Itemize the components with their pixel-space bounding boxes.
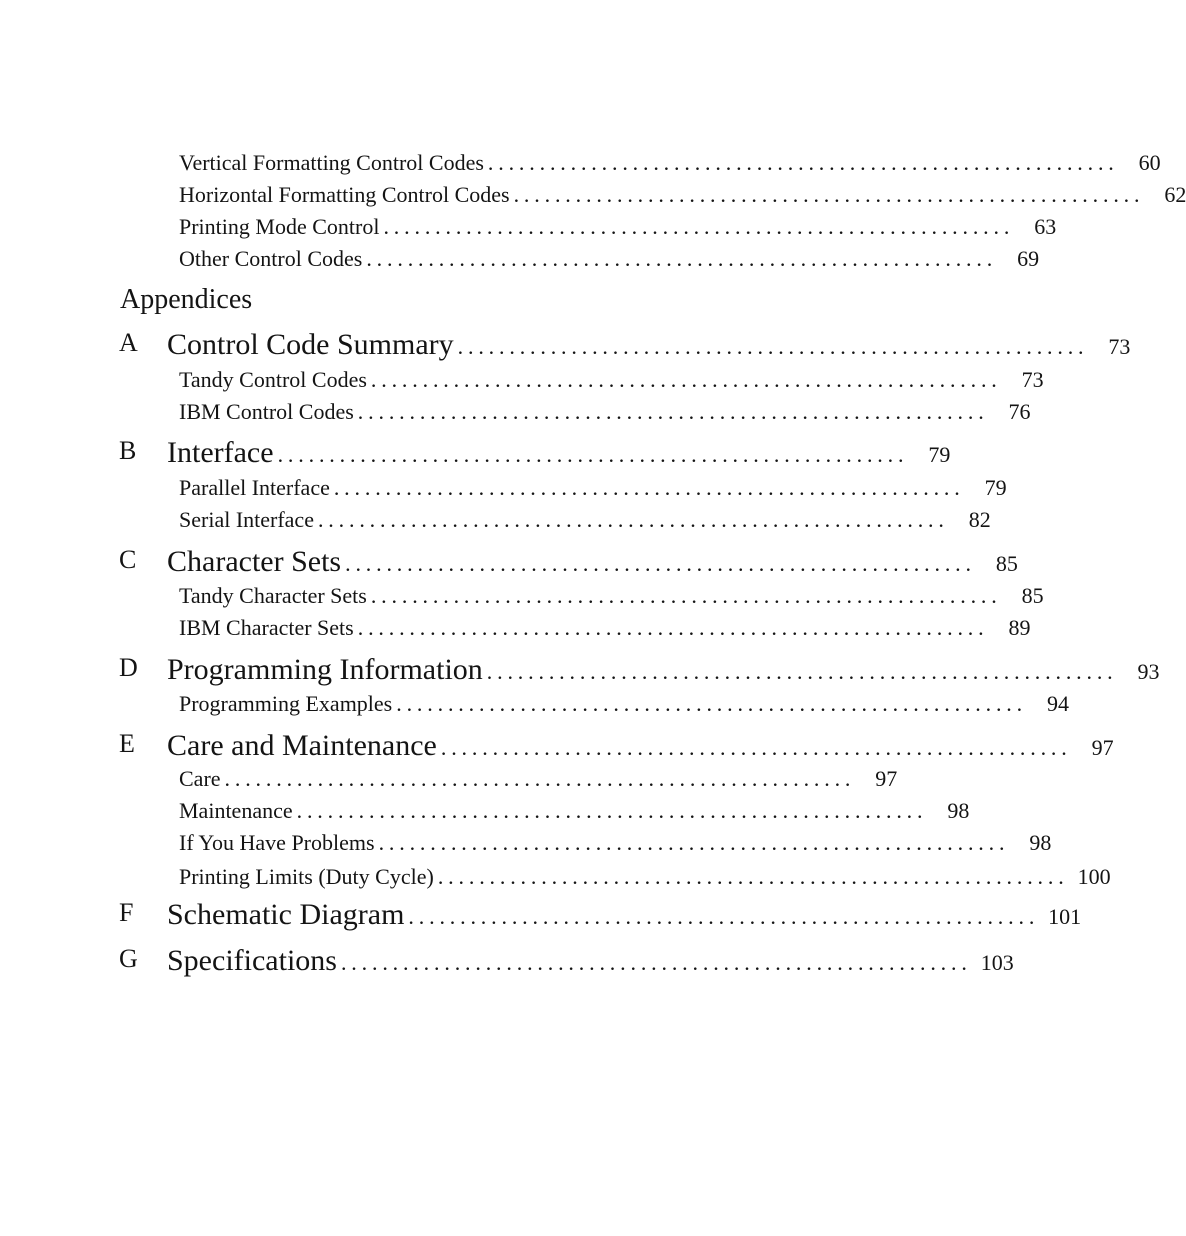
toc-entry bbox=[179, 150, 1161, 176]
dot-leader: ............................................................. bbox=[513, 182, 1145, 207]
appendix-letter: D bbox=[119, 653, 138, 682]
dot-leader: ............................................................. bbox=[396, 691, 1027, 716]
toc-entry-title: Maintenance bbox=[179, 798, 293, 823]
toc-entry-page: 100 bbox=[1077, 864, 1111, 889]
toc-entry bbox=[179, 182, 1186, 208]
toc-entry bbox=[179, 214, 1057, 240]
toc-entry bbox=[179, 798, 970, 824]
toc-entry-title: Other Control Codes bbox=[179, 246, 363, 271]
dot-leader: ............................................................. bbox=[340, 950, 972, 975]
toc-entry-title: Parallel Interface bbox=[179, 475, 330, 500]
toc-entry bbox=[179, 830, 1052, 856]
dot-leader: ............................................................. bbox=[224, 766, 856, 791]
appendices-heading: Appendices bbox=[120, 284, 253, 315]
toc-entry bbox=[179, 507, 991, 533]
toc-entry-page: 76 bbox=[1008, 399, 1031, 424]
appendix-entry-g bbox=[119, 944, 1014, 978]
toc-entry bbox=[179, 583, 1044, 609]
appendix-letter: A bbox=[119, 328, 138, 357]
appendix-letter: F bbox=[119, 898, 134, 927]
toc-entry-title: Specifications bbox=[167, 944, 337, 977]
dot-leader: ............................................................. bbox=[277, 442, 909, 467]
dot-leader: ............................................................. bbox=[357, 615, 989, 640]
dot-leader: ............................................................. bbox=[357, 399, 989, 424]
toc-entry-title: IBM Control Codes bbox=[179, 399, 354, 424]
toc-entry-title: Horizontal Formatting Control Codes bbox=[179, 182, 510, 207]
dot-leader: ............................................................. bbox=[366, 246, 998, 271]
toc-entry-page: 69 bbox=[1017, 246, 1040, 271]
dot-leader: ............................................................. bbox=[408, 904, 1040, 929]
toc-entry-page: 97 bbox=[875, 766, 898, 791]
toc-entry-page: 97 bbox=[1091, 735, 1114, 760]
appendix-entry-a bbox=[119, 328, 1131, 362]
toc-entry-title: Care bbox=[179, 766, 221, 791]
toc-entry bbox=[179, 691, 1069, 717]
appendix-entry-f bbox=[119, 898, 1082, 932]
toc-entry-page: 79 bbox=[928, 442, 951, 467]
dot-leader: ............................................................. bbox=[486, 659, 1118, 684]
toc-entry-title: Character Sets bbox=[167, 545, 342, 578]
dot-leader: ............................................................. bbox=[440, 735, 1072, 760]
toc-entry bbox=[179, 399, 1031, 425]
toc-entry-title: Care and Maintenance bbox=[167, 729, 437, 762]
toc-entry-title: Vertical Formatting Control Codes bbox=[179, 150, 484, 175]
toc-entry-page: 85 bbox=[995, 551, 1018, 576]
dot-leader: ............................................................. bbox=[345, 551, 976, 576]
toc-entry-title: Printing Mode Control bbox=[179, 214, 380, 239]
appendix-entry-c bbox=[119, 545, 1018, 579]
toc-entry-page: 82 bbox=[968, 507, 991, 532]
toc-entry bbox=[179, 367, 1044, 393]
toc-entry-title: Programming Information bbox=[167, 653, 483, 686]
dot-leader: ............................................................. bbox=[370, 367, 1002, 392]
toc-entry-page: 93 bbox=[1137, 659, 1160, 684]
toc-entry-page: 85 bbox=[1021, 583, 1044, 608]
toc-entry-page: 89 bbox=[1008, 615, 1031, 640]
dot-leader: ............................................................. bbox=[457, 334, 1089, 359]
toc-entry bbox=[179, 864, 1111, 890]
dot-leader: ............................................................. bbox=[296, 798, 928, 823]
appendix-letter: G bbox=[119, 944, 138, 973]
toc-entry-page: 73 bbox=[1108, 334, 1131, 359]
toc-entry-page: 98 bbox=[1029, 830, 1052, 855]
appendix-letter: B bbox=[119, 436, 137, 465]
toc-entry-title: Schematic Diagram bbox=[167, 898, 405, 931]
toc-entry-title: Serial Interface bbox=[179, 507, 314, 532]
toc-entry-page: 101 bbox=[1048, 904, 1082, 929]
toc-entry-title: Tandy Control Codes bbox=[179, 367, 367, 392]
toc-entry bbox=[179, 246, 1040, 272]
toc-entry-page: 94 bbox=[1047, 691, 1069, 716]
dot-leader: ............................................................. bbox=[487, 150, 1119, 175]
appendix-letter: E bbox=[119, 729, 135, 758]
appendix-entry-d bbox=[119, 653, 1160, 687]
toc-entry-page: 73 bbox=[1021, 367, 1044, 392]
toc-entry-page: 62 bbox=[1164, 182, 1186, 207]
toc-entry-page: 98 bbox=[947, 798, 970, 823]
toc-entry-title: Interface bbox=[167, 436, 274, 469]
toc-entry-page: 103 bbox=[980, 950, 1014, 975]
appendix-entry-e bbox=[119, 729, 1114, 763]
toc-entry-title: Tandy Character Sets bbox=[179, 583, 367, 608]
dot-leader: ............................................................. bbox=[383, 214, 1015, 239]
toc-entry-title: Control Code Summary bbox=[167, 328, 454, 361]
appendix-letter: C bbox=[119, 545, 137, 574]
dot-leader: ............................................................. bbox=[378, 830, 1010, 855]
toc-entry-page: 60 bbox=[1138, 150, 1161, 175]
toc-entry bbox=[179, 475, 1007, 501]
toc-entry-title: IBM Character Sets bbox=[179, 615, 354, 640]
toc-entry-title: Printing Limits (Duty Cycle) bbox=[179, 864, 434, 889]
toc-entry-page: 63 bbox=[1034, 214, 1057, 239]
toc-entry-title: If You Have Problems bbox=[179, 830, 375, 855]
toc-entry bbox=[179, 615, 1031, 641]
dot-leader: ............................................................. bbox=[370, 583, 1002, 608]
appendix-entry-b bbox=[119, 436, 951, 470]
toc-entry bbox=[179, 766, 898, 792]
dot-leader: ............................................................. bbox=[437, 864, 1069, 889]
dot-leader: ............................................................. bbox=[317, 507, 949, 532]
toc-entry-page: 79 bbox=[984, 475, 1007, 500]
toc-entry-title: Programming Examples bbox=[179, 691, 393, 716]
dot-leader: ............................................................. bbox=[333, 475, 965, 500]
